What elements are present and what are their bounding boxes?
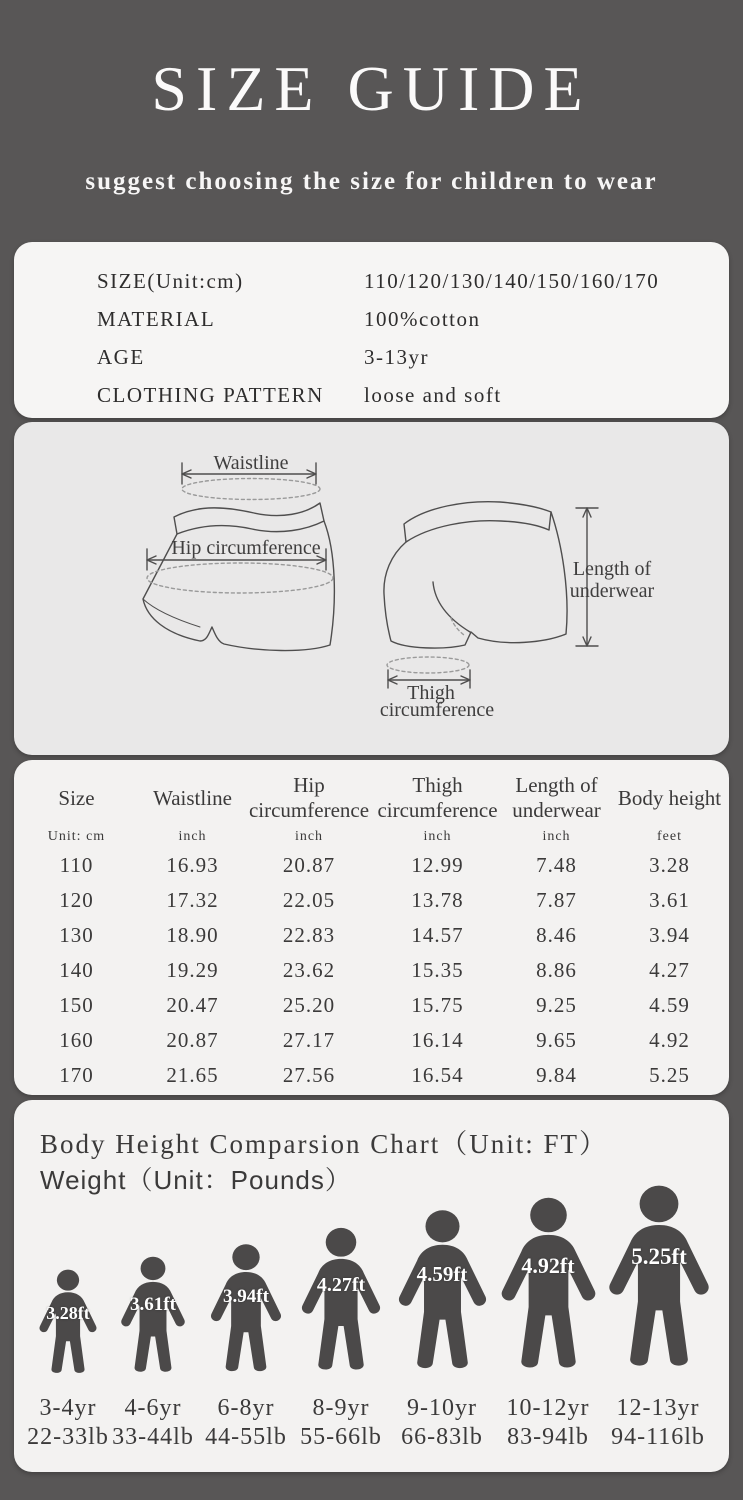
thigh-cell: 15.75 [411,993,464,1017]
hip-cell: 20.87 [282,853,336,877]
person-silhouette-icon [598,1170,720,1382]
person-silhouette [389,1197,496,1382]
waistline-cell: 20.87 [166,1028,219,1052]
figure-height-label: 5.25ft [631,1244,687,1270]
waistline-label: Waistline [213,452,289,474]
info-row-clothing-pattern [14,376,729,414]
person-silhouette [491,1184,606,1382]
waistline-cell: 16.93 [166,853,219,877]
figure-height-label: 3.94ft [223,1285,269,1307]
thigh-cell: 15.35 [411,958,464,982]
figure-height-label: 4.59ft [416,1261,468,1286]
thigh-cell: 13.78 [411,888,464,912]
body-height-cell: 4.92 [649,1028,690,1052]
size-table-body [14,848,729,1093]
person-silhouette-icon [293,1216,389,1382]
info-label: AGE [97,344,145,369]
waistline-cell: 18.90 [166,923,219,947]
thigh-cell: 16.54 [411,1063,464,1087]
unit-cell: inch [542,829,571,844]
column-header: Length of underwear [512,773,601,822]
column-header: Waistline [153,785,232,810]
figure-weight-label: 55-66lb [300,1424,382,1450]
figure-age-label: 4-6yr [124,1395,182,1421]
figure-weight-label: 66-83lb [401,1424,483,1450]
size-cell: 140 [59,958,94,982]
info-row-material [14,300,729,338]
column-header: Thigh circumference [377,773,498,822]
size-cell: 150 [59,993,94,1017]
body-height-cell: 5.25 [649,1063,690,1087]
product-info-card [14,242,729,418]
child-figure [382,1197,502,1452]
length-of-underwear-label-line1: Length of [572,558,652,580]
size-cell: 130 [59,923,94,947]
unit-cell: feet [657,829,682,844]
info-value: loose and soft [364,382,502,407]
figure-weight-label: 33-44lb [112,1424,194,1450]
body-height-cell: 3.61 [649,888,690,912]
figure-height-label: 4.92ft [521,1253,575,1279]
waistline-cell: 19.29 [166,958,219,982]
weight-chart-title: Weight（Unit：Pounds） [40,1165,352,1195]
figure-age-label: 6-8yr [217,1395,275,1421]
thigh-circumference-label-line1: Thigh [407,682,455,704]
person-silhouette [203,1234,289,1382]
person-silhouette [114,1247,192,1382]
hip-cell: 25.20 [282,993,336,1017]
size-cell: 110 [59,853,94,877]
person-silhouette-icon [389,1197,496,1382]
length-cell: 9.25 [536,993,577,1017]
height-chart-title: Body Height Comparsion Chart（Unit: FT） [40,1129,608,1159]
hip-cell: 22.05 [282,888,336,912]
info-label: SIZE(Unit:cm) [97,268,244,293]
measurement-diagram-card [14,422,729,755]
hip-cell: 23.62 [282,958,336,982]
product-info-rows [14,242,729,414]
size-table-header-row [14,760,729,826]
page-subtitle: suggest choosing the size for children to wear [85,168,658,195]
thigh-cell: 14.57 [411,923,464,947]
child-figure [488,1184,608,1452]
hip-circumference-label: Hip circumference [171,537,321,559]
length-cell: 8.46 [536,923,577,947]
waistline-cell: 17.32 [166,888,219,912]
hip-cell: 27.56 [282,1063,336,1087]
info-value: 100%cotton [364,306,481,331]
size-cell: 120 [59,888,94,912]
length-cell: 7.87 [536,888,577,912]
thigh-circumference-label-line2: circumference [379,699,495,721]
size-table-card [14,760,729,1095]
body-height-cell: 3.94 [649,923,690,947]
unit-cell: inch [178,829,207,844]
thigh-cell: 16.14 [411,1028,464,1052]
length-cell: 7.48 [536,853,577,877]
size-cell: 170 [59,1063,94,1087]
figure-weight-label: 83-94lb [507,1424,589,1450]
hip-cell: 27.17 [282,1028,336,1052]
size-table-row [14,1023,729,1058]
height-chart-card [14,1100,729,1472]
length-cell: 9.65 [536,1028,577,1052]
column-header: Size [58,785,95,810]
size-table-row [14,1058,729,1093]
person-silhouette [598,1170,720,1382]
figure-weight-label: 44-55lb [205,1424,287,1450]
size-table-units-row [14,826,729,848]
info-value: 3-13yr [364,344,429,369]
waistline-cell: 20.47 [166,993,219,1017]
length-cell: 8.86 [536,958,577,982]
unit-cell: inch [423,829,452,844]
body-height-cell: 3.28 [649,853,690,877]
size-table-row [14,883,729,918]
body-height-cell: 4.27 [649,958,690,982]
column-header: Body height [617,785,722,810]
person-silhouette-icon [203,1234,289,1382]
figure-height-label: 3.28ft [46,1303,90,1324]
figure-weight-label: 22-33lb [27,1424,109,1450]
hip-cell: 22.83 [282,923,336,947]
child-figure [598,1170,718,1452]
body-height-cell: 4.59 [649,993,690,1017]
page-title: SIZE GUIDE [151,53,592,124]
unit-cell: inch [294,829,324,844]
figure-height-label: 4.27ft [316,1274,366,1297]
figure-age-label: 8-9yr [312,1395,370,1421]
size-table-row [14,953,729,988]
figure-age-label: 12-13yr [616,1395,700,1421]
unit-cell: Unit: cm [47,829,106,844]
person-silhouette-icon [491,1184,606,1382]
info-label: MATERIAL [97,306,216,331]
info-value: 110/120/130/140/150/160/170 [364,268,660,293]
info-row-size [14,262,729,300]
info-label: CLOTHING PATTERN [97,382,324,407]
waistline-cell: 21.65 [166,1063,219,1087]
column-header: Hip circumference [248,773,370,822]
underwear-measurement-diagram [14,422,729,755]
figure-height-label: 3.61ft [130,1294,176,1316]
person-silhouette [293,1216,389,1382]
length-of-underwear-label-line2: underwear [569,580,655,602]
size-table-row [14,918,729,953]
figure-age-label: 3-4yr [39,1395,97,1421]
size-cell: 160 [59,1028,94,1052]
info-row-age [14,338,729,376]
figure-age-label: 9-10yr [407,1395,477,1421]
size-table-row [14,848,729,883]
figure-weight-label: 94-116lb [611,1424,705,1450]
thigh-cell: 12.99 [411,853,464,877]
figure-age-label: 10-12yr [506,1395,590,1421]
size-table-row [14,988,729,1023]
length-cell: 9.84 [536,1063,577,1087]
